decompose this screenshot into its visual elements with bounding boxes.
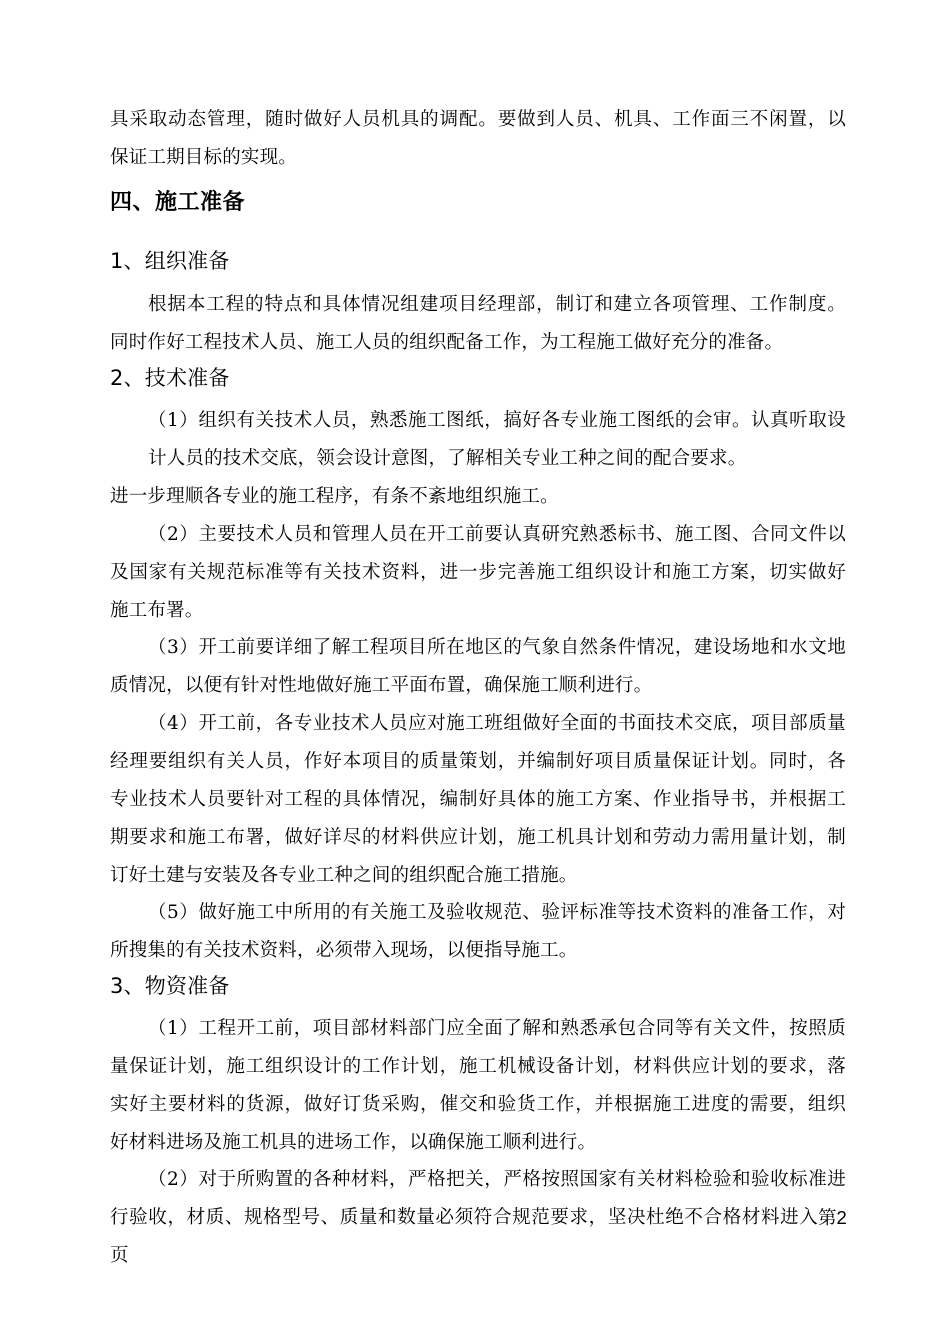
page-number-prefix: 第 <box>818 1208 837 1229</box>
paragraph-line: 好材料进场及施工机具的进场工作，以确保施工顺利进行。 <box>110 1132 597 1153</box>
subsection-heading-3: 3、物资准备 <box>110 974 230 998</box>
paragraph-line: 施工布署。 <box>110 600 204 621</box>
page-number-suffix: 页 <box>110 1245 129 1266</box>
paragraph-line: （2）主要技术人员和管理人员在开工前要认真研究熟悉标书、施工图、合同文件以 <box>148 524 846 545</box>
paragraph-line: 计人员的技术交底，领会设计意图，了解相关专业工种之间的配合要求。 <box>148 448 747 469</box>
intro-line-1: 具采取动态管理，随时做好人员机具的调配。要做到人员、机具、工作面三不闲置，以 <box>110 109 846 130</box>
intro-line-2: 保证工期目标的实现。 <box>110 147 298 168</box>
paragraph-line: （1）组织有关技术人员，熟悉施工图纸，搞好各专业施工图纸的会审。认真听取设 <box>148 410 846 431</box>
paragraph-line: （2）对于所购置的各种材料，严格把关，严格按照国家有关材料检验和验收标准进 <box>148 1169 846 1190</box>
paragraph-line: （5）做好施工中所用的有关施工及验收规范、验评标准等技术资料的准备工作，对 <box>148 902 846 923</box>
paragraph-line: 实好主要材料的货源，做好订货采购，催交和验货工作，并根据施工进度的需要，组织 <box>110 1094 846 1115</box>
paragraph-line: 行验收，材质、规格型号、质量和数量必须符合规范要求，坚决杜绝不合格材料进入 <box>110 1207 818 1228</box>
paragraph-line: （4）开工前，各专业技术人员应对施工班组做好全面的书面技术交底，项目部质量 <box>148 713 846 734</box>
paragraph-line: 根据本工程的特点和具体情况组建项目经理部，制订和建立各项管理、工作制度。 <box>148 294 846 315</box>
subsection-heading-1: 1、组织准备 <box>110 249 230 273</box>
paragraph-line: 经理要组织有关人员，作好本项目的质量策划，并编制好项目质量保证计划。同时，各 <box>110 751 846 772</box>
paragraph-line: 期要求和施工布署，做好详尽的材料供应计划，施工机具计划和劳动力需用量计划，制 <box>110 827 846 848</box>
paragraph-line: （3）开工前要详细了解工程项目所在地区的气象自然条件情况，建设场地和水文地 <box>148 637 846 658</box>
paragraph-line: （1）工程开工前，项目部材料部门应全面了解和熟悉承包合同等有关文件，按照质 <box>148 1018 846 1039</box>
section-heading: 四、施工准备 <box>110 190 246 215</box>
paragraph-line: 同时作好工程技术人员、施工人员的组织配备工作，为工程施工做好充分的准备。 <box>110 332 784 353</box>
paragraph-line: 专业技术人员要针对工程的具体情况，编制好具体的施工方案、作业指导书，并根据工 <box>110 789 846 810</box>
paragraph-line: 所搜集的有关技术资料，必须带入现场，以便指导施工。 <box>110 940 578 961</box>
page-number-value: 2 <box>836 1207 847 1228</box>
paragraph-line: 进一步理顺各专业的施工程序，有条不紊地组织施工。 <box>110 486 559 507</box>
paragraph-line: 订好土建与安装及各专业工种之间的组织配合施工措施。 <box>110 865 578 886</box>
paragraph-line: 及国家有关规范标准等有关技术资料，进一步完善施工组织设计和施工方案，切实做好 <box>110 562 846 583</box>
page-number <box>818 1205 847 1232</box>
paragraph-line: 质情况，以便有针对性地做好施工平面布置，确保施工顺利进行。 <box>110 675 653 696</box>
subsection-heading-2: 2、技术准备 <box>110 366 230 390</box>
paragraph-line: 量保证计划，施工组织设计的工作计划，施工机械设备计划，材料供应计划的要求，落 <box>110 1056 846 1077</box>
